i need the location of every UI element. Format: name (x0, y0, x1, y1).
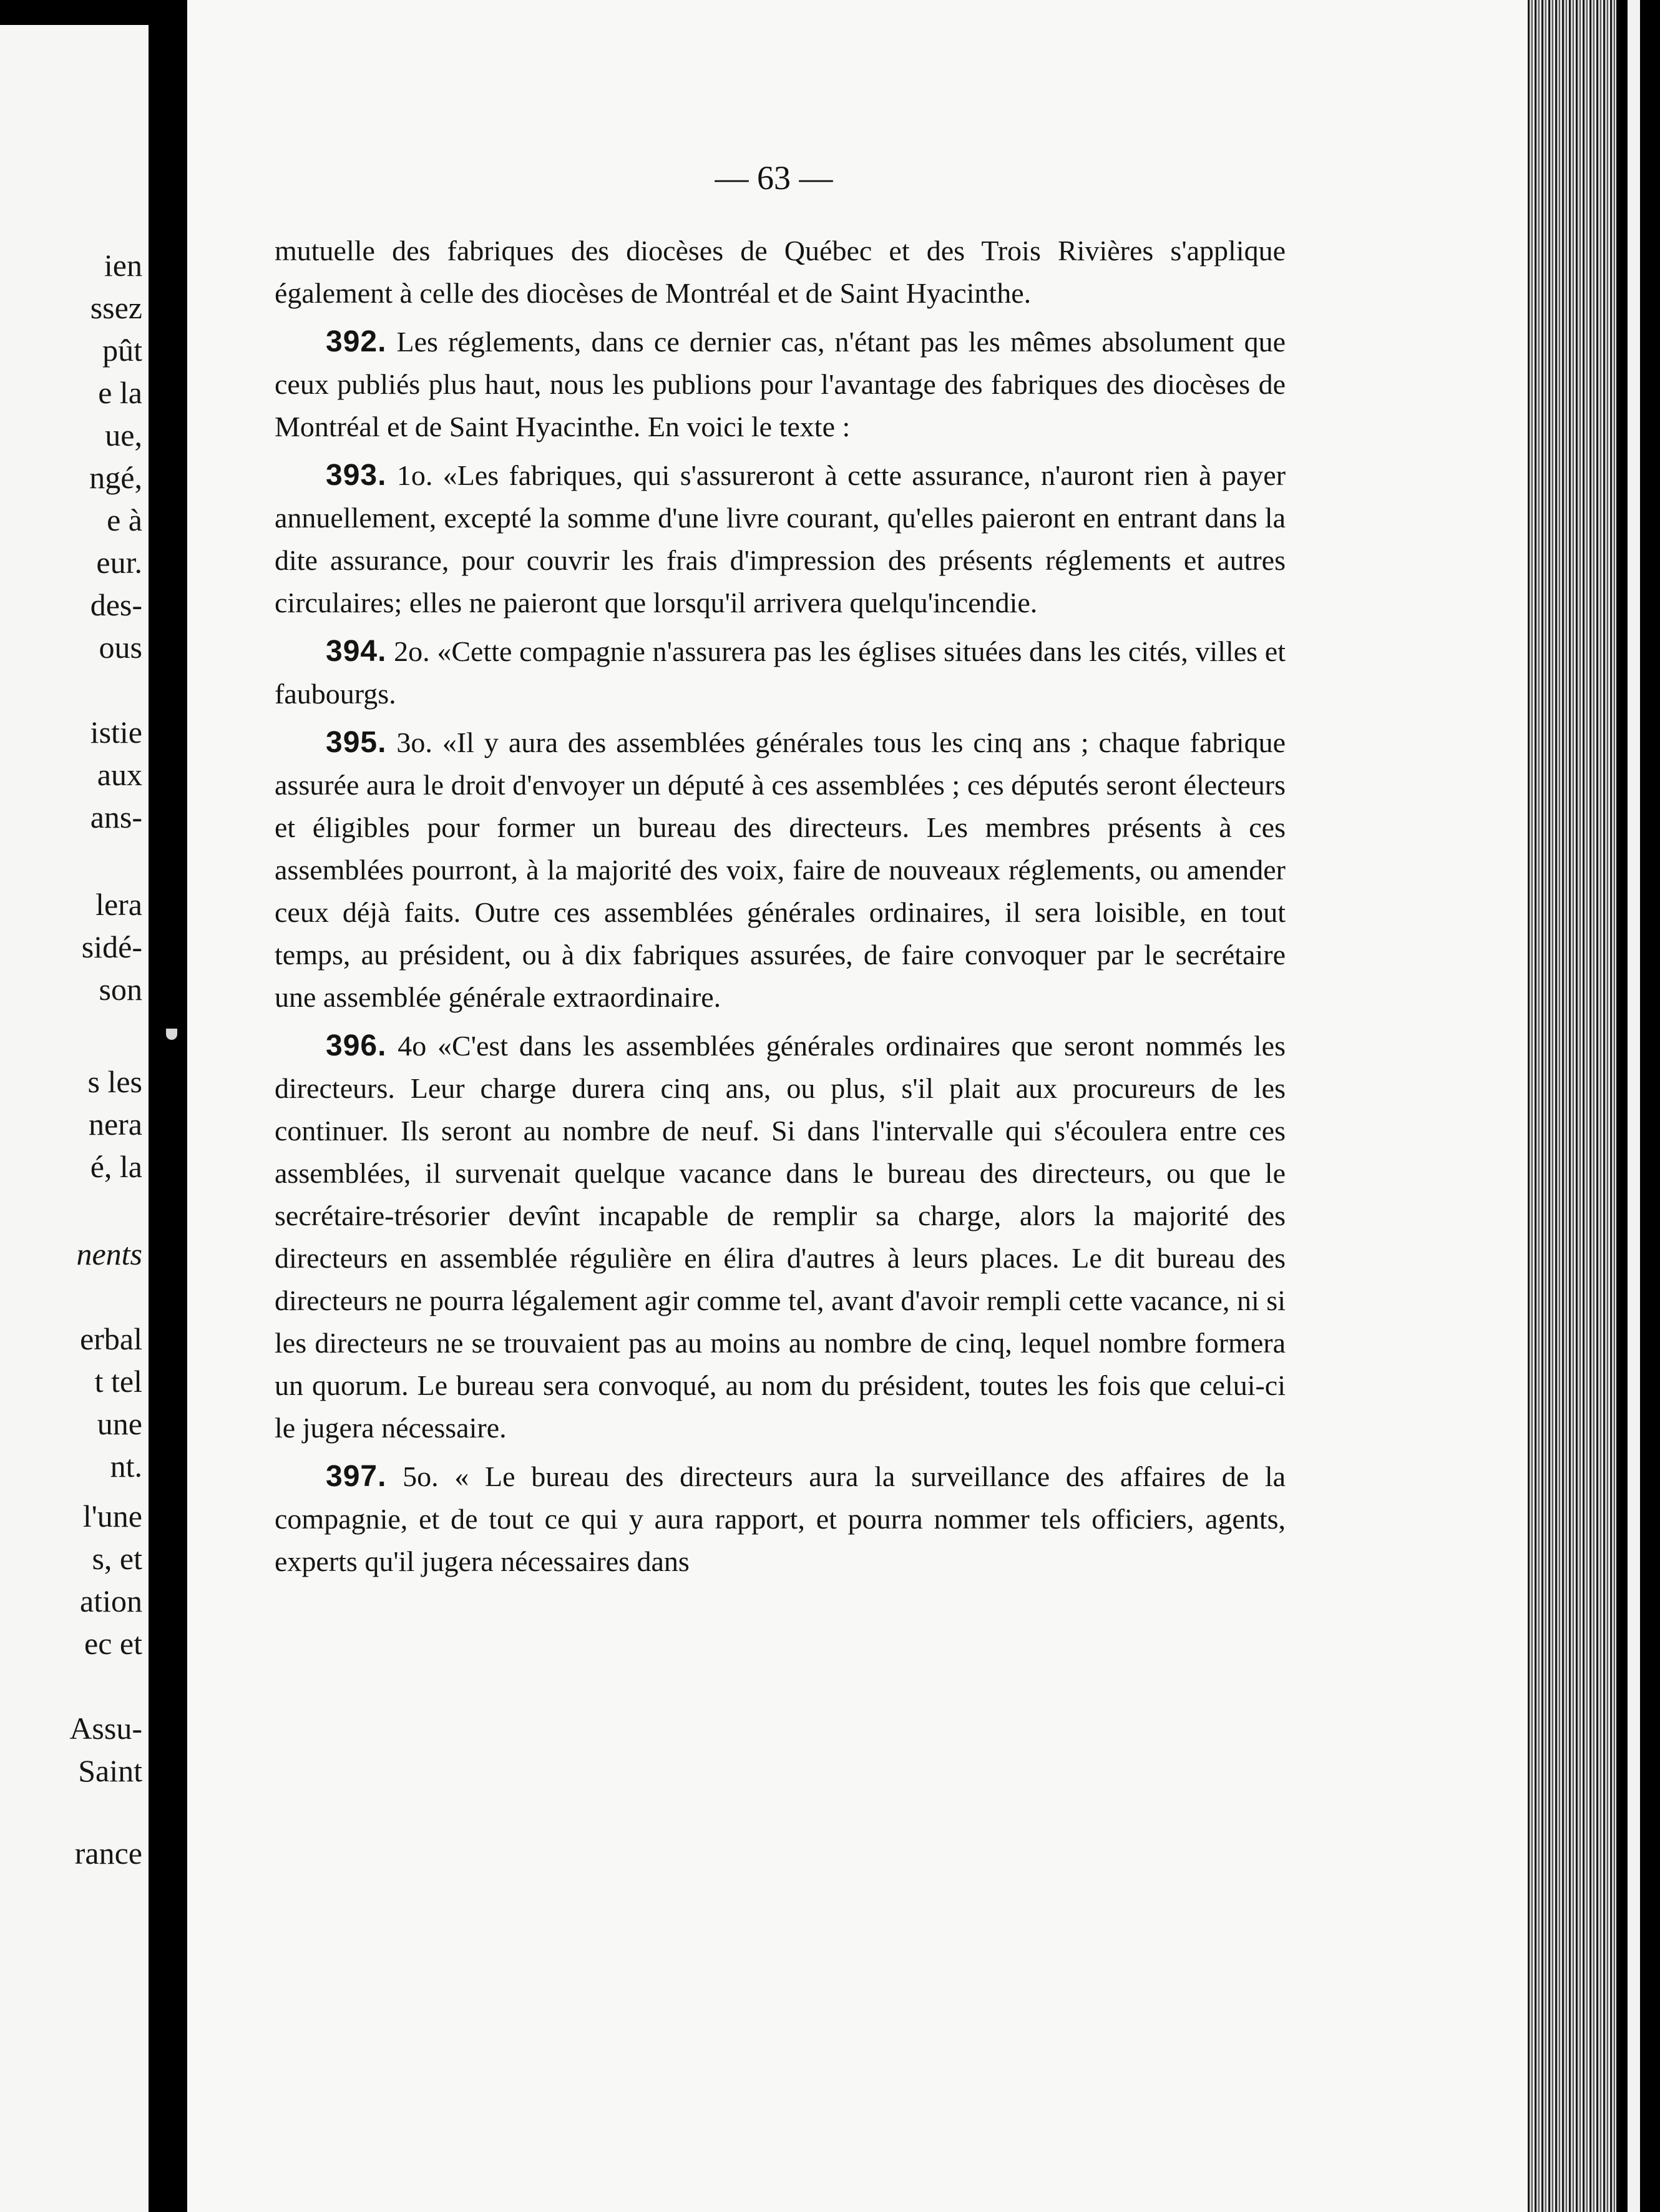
paragraph-text: 2o. «Cette compagnie n'assurera pas les églises situées dans les cités, villes et faubourgs. (275, 635, 1286, 710)
paragraph-394 (275, 630, 1286, 715)
paragraph-number: 394. (326, 635, 387, 668)
page-body-text (275, 230, 1286, 1589)
left-page-line: ien (104, 248, 142, 283)
left-page-line: eur. (96, 545, 142, 580)
paragraph-text: 3o. «Il y aura des assemblées générales tous les cinq ans ; chaque fabrique assurée aura le droit d'envoyer un député à ces assemblées ; ces députés seront électeurs et éligibles pour former un bureau des directeurs. Les membres présents à ces assemblées pourront, à la majorité des voix, faire de nouveaux réglements, ou amender ceux déjà faits. Outre ces assemblées générales ordinaires, il sera loisible, en tout temps, au président, ou à dix fabriques assurées, de faire convoquer par le secrétaire une assemblée générale extraordinaire. (275, 727, 1286, 1013)
left-page-line: erbal (80, 1321, 142, 1356)
left-page-line: ec et (84, 1626, 142, 1661)
left-page-line: ation (80, 1583, 142, 1618)
paragraph-number: 393. (326, 459, 387, 492)
page-edges-highlight (1628, 0, 1640, 2212)
left-page-line: aux (97, 757, 142, 792)
paragraph-text: 5o. « Le bureau des directeurs aura la surveillance des affaires de la compagnie, et de tout ce qui y aura rapport, et pourra nommer tels officiers, agents, experts qu'il jugera nécessaires dans (275, 1461, 1286, 1577)
left-page-line: e à (107, 502, 142, 537)
left-page-line: une (97, 1406, 142, 1441)
paragraph-395 (275, 722, 1286, 1019)
left-page-line: é, la (90, 1149, 142, 1184)
left-page-line: nents (76, 1236, 142, 1271)
left-page-line: s, et (92, 1541, 142, 1576)
paragraph-392 (275, 321, 1286, 448)
paragraph-397 (275, 1456, 1286, 1583)
paragraph-number: 396. (326, 1029, 387, 1062)
paragraph-continuation (275, 230, 1286, 315)
left-page-line: nt. (110, 1449, 142, 1484)
left-page-line: ue, (105, 418, 142, 453)
left-page-line: Saint (78, 1753, 142, 1788)
left-page-line: sidé- (81, 929, 142, 964)
paragraph-text: Les réglements, dans ce dernier cas, n'étant pas les mêmes absolument que ceux publiés plus haut, nous les publions pour l'avantage des fabriques des diocèses de Montréal et de Saint Hyacinthe. En voici le texte : (275, 326, 1286, 443)
left-page-line: Assu- (69, 1711, 142, 1746)
left-page-line: pût (102, 333, 142, 368)
left-page-line: ssez (90, 290, 142, 325)
gutter-mark (166, 1029, 177, 1040)
left-page-line: son (99, 972, 142, 1007)
left-facing-page (0, 0, 149, 2212)
left-page-line: l'une (82, 1499, 142, 1534)
left-page-line: ans- (90, 800, 142, 834)
paragraph-text: 1o. «Les fabriques, qui s'assureront à cette assurance, n'auront rien à payer annuellement, excepté la somme d'une livre courant, qu'elles paieront en entrant dans la dite assurance, pour couvrir les frais d'impression des présents réglements et autres circulaires; elles ne paieront que lorsqu'il arrivera quelqu'incendie. (275, 459, 1286, 619)
left-page-line: des- (90, 587, 142, 622)
left-page-line: ous (99, 630, 142, 665)
left-page-line: ngé, (89, 460, 142, 495)
book-gutter (149, 0, 187, 2212)
paragraph-396 (275, 1025, 1286, 1449)
left-page-line: lera (95, 887, 142, 922)
paragraph-number: 395. (326, 726, 387, 759)
left-page-line: t tel (94, 1364, 142, 1399)
left-page-line: s les (87, 1064, 142, 1099)
paragraph-text: 4o «C'est dans les assemblées générales ordinaires que seront nommés les directeurs. Leur charge durera cinq ans, ou plus, s'il plait aux procureurs de les continuer. Ils seront au nombre de neuf. Si dans l'intervalle qui s'écoulera entre ces assemblées, il survenait quelque vacance dans le bureau des directeurs, ou que le secrétaire-trésorier devînt incapable de remplir sa charge, alors la majorité des directeurs en assemblée régulière en élira d'autres à leurs places. Le dit bureau des directeurs ne pourra légalement agir comme tel, avant d'avoir rempli cette vacance, ni si les directeurs ne se trouvaient pas au moins au nombre de cinq, lequel nombre formera un quorum. Le bureau sera convoqué, au nom du président, toutes les fois que celui-ci le jugera nécessaire. (275, 1030, 1286, 1444)
paragraph-number: 392. (326, 325, 387, 358)
paragraph-393 (275, 454, 1286, 624)
page-number: — 63 — (715, 159, 833, 197)
left-page-line: nera (88, 1107, 142, 1142)
paragraph-text: mutuelle des fabriques des diocèses de Québec et des Trois Rivières s'applique également à celle des diocèses de Montréal et de Saint Hyacinthe. (275, 235, 1286, 309)
left-page-line: istie (90, 715, 142, 750)
left-page-line: e la (98, 375, 142, 410)
left-page-top-shadow (0, 0, 149, 94)
left-page-line: rance (74, 1836, 142, 1871)
paragraph-number: 397. (326, 1460, 387, 1493)
